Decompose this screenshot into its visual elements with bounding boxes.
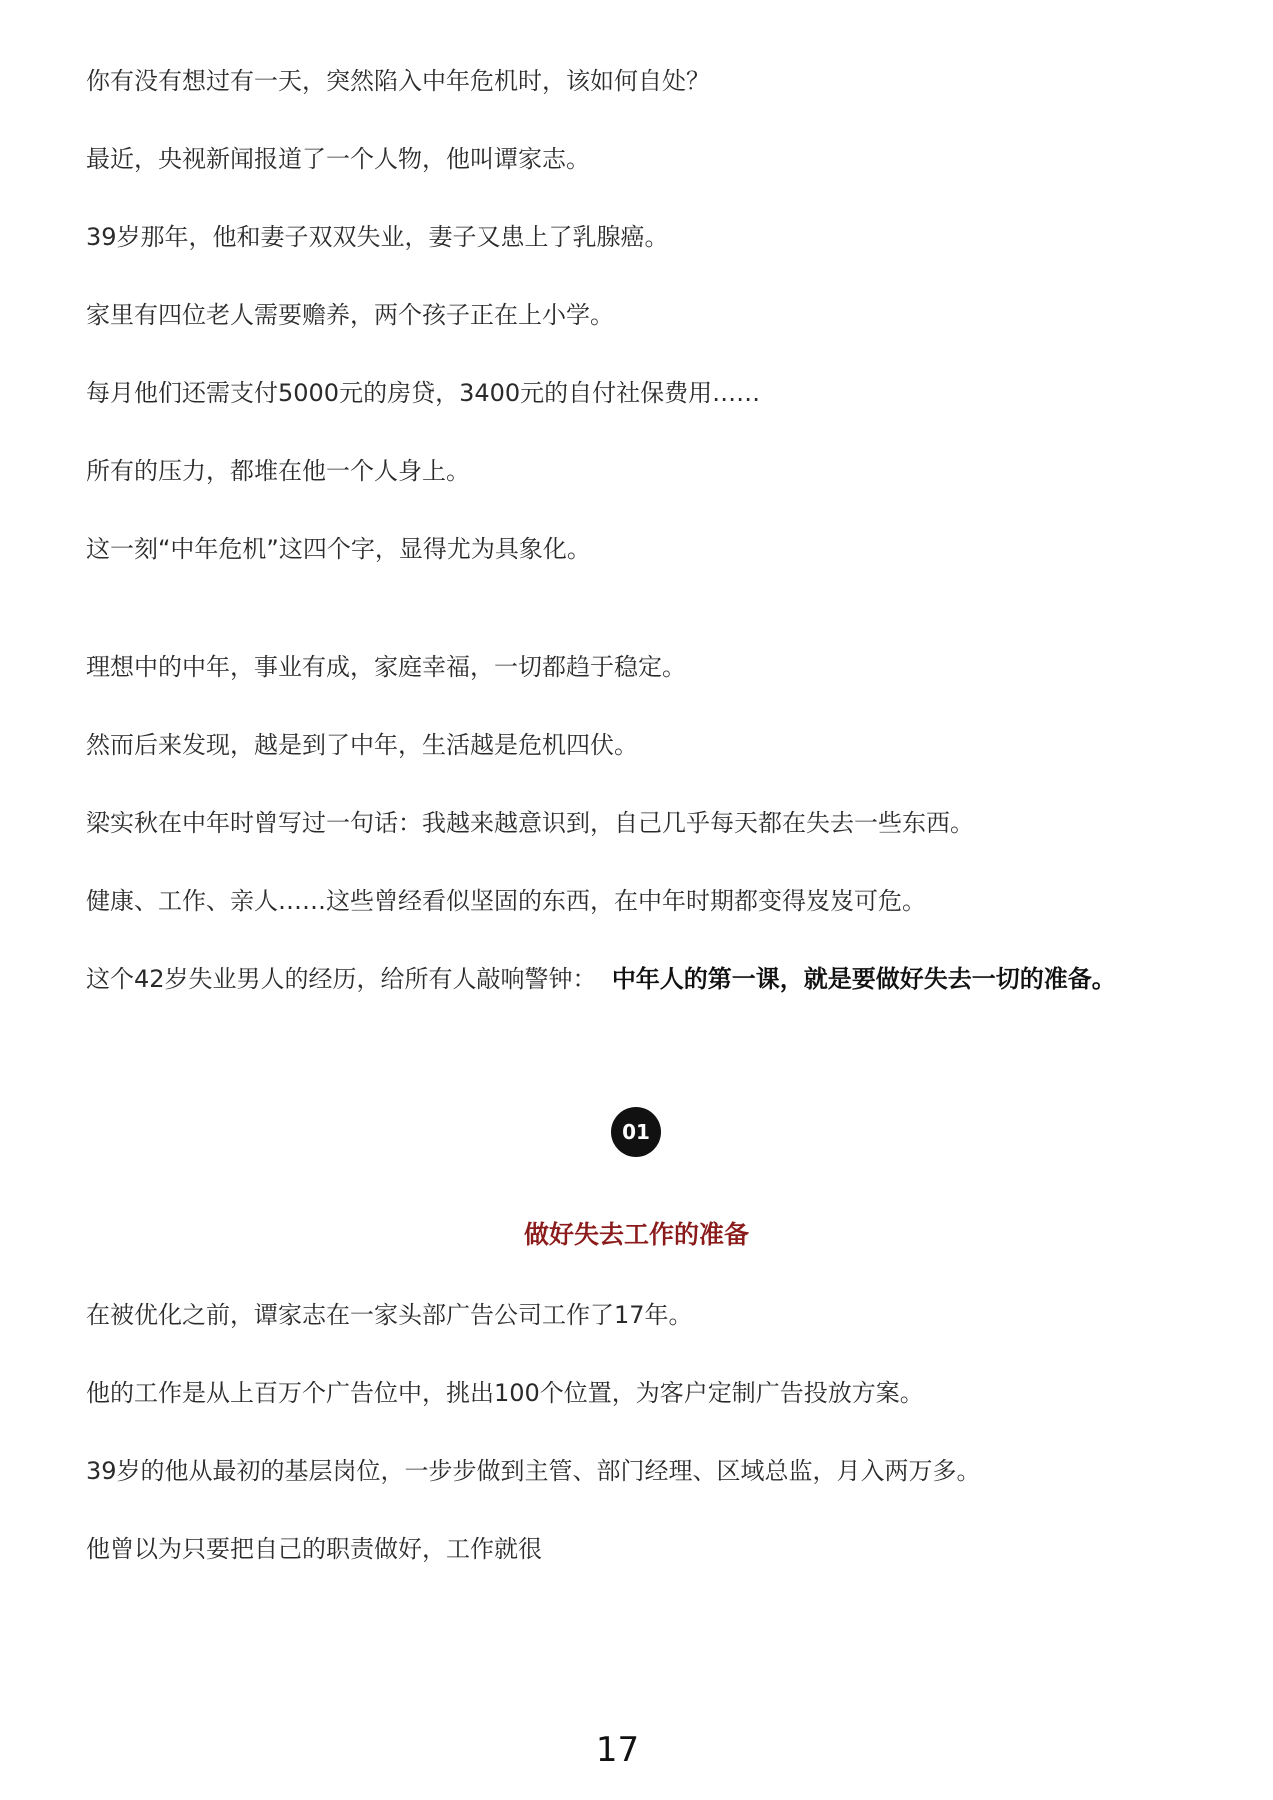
- section-paragraph-4: 他曾以为只要把自己的职责做好，工作就很: [86, 1535, 542, 1563]
- page-number: 17: [595, 1730, 640, 1770]
- section-paragraph-1: 在被优化之前，谭家志在一家头部广告公司工作了17年。: [86, 1301, 693, 1329]
- emphasis-paragraph: [86, 960, 1186, 998]
- paragraph-9: 然而后来发现，越是到了中年，生活越是危机四伏。: [86, 731, 638, 759]
- paragraph-5: 每月他们还需支付5000元的房贷，3400元的自付社保费用……: [86, 379, 761, 407]
- paragraph-11: 健康、工作、亲人……这些曾经看似坚固的东西，在中年时期都变得岌岌可危。: [86, 887, 926, 915]
- paragraph-7: 这一刻“中年危机”这四个字，显得尤为具象化。: [86, 535, 591, 563]
- paragraph-10: 梁实秋在中年时曾写过一句话：我越来越意识到，自己几乎每天都在失去一些东西。: [86, 809, 974, 837]
- paragraph-1: 你有没有想过有一天，突然陷入中年危机时，该如何自处？: [86, 67, 710, 95]
- emphasis-bold: 中年人的第一课，就是要做好失去一切的准备。: [611, 965, 1116, 993]
- paragraph-4: 家里有四位老人需要赡养，两个孩子正在上小学。: [86, 301, 614, 329]
- paragraph-6: 所有的压力，都堆在他一个人身上。: [86, 457, 470, 485]
- paragraph-2: 最近，央视新闻报道了一个人物，他叫谭家志。: [86, 145, 590, 173]
- paragraph-3: 39岁那年，他和妻子双双失业，妻子又患上了乳腺癌。: [86, 223, 669, 251]
- section-title: 做好失去工作的准备: [523, 1220, 749, 1249]
- emphasis-lead: 这个42岁失业男人的经历，给所有人敲响警钟：: [86, 965, 597, 993]
- section-number-badge: 01: [611, 1107, 661, 1157]
- section-paragraph-3: 39岁的他从最初的基层岗位，一步步做到主管、部门经理、区域总监，月入两万多。: [86, 1457, 981, 1485]
- section-paragraph-2: 他的工作是从上百万个广告位中，挑出100个位置，为客户定制广告投放方案。: [86, 1379, 924, 1407]
- paragraph-8: 理想中的中年，事业有成，家庭幸福，一切都趋于稳定。: [86, 653, 686, 681]
